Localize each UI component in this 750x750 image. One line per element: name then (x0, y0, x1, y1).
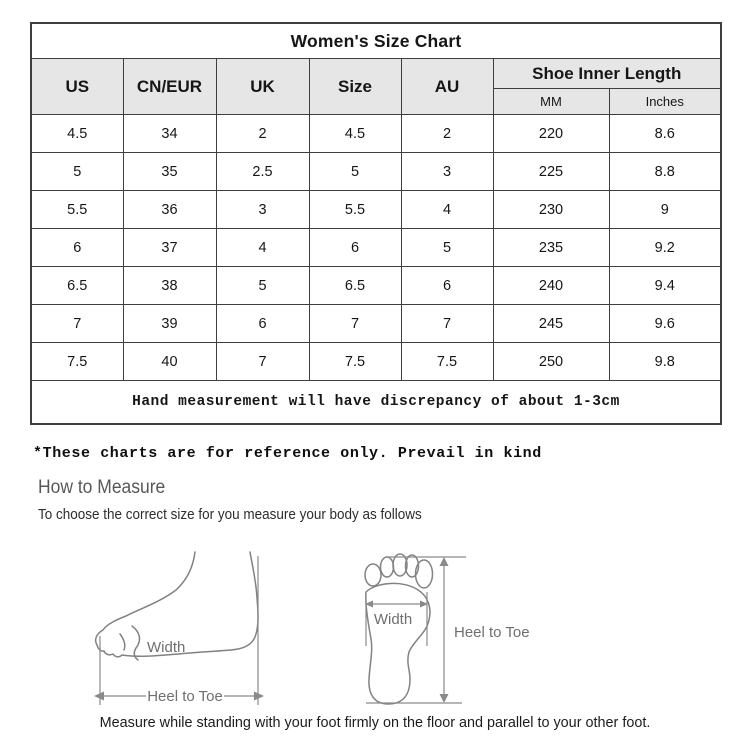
table-row (31, 191, 721, 229)
size-cell: 6.5 (31, 267, 123, 305)
how-to-measure-subtext: To choose the correct size for you measure your body as follows (38, 507, 422, 523)
size-cell: 6 (216, 305, 309, 343)
size-cell: 225 (493, 153, 609, 191)
size-cell: 7.5 (31, 343, 123, 381)
col-header-mm: MM (493, 89, 609, 115)
foot-side-view-diagram (90, 548, 280, 710)
table-row (31, 343, 721, 381)
how-to-measure-heading: How to Measure (38, 477, 166, 498)
size-cell: 6 (401, 267, 493, 305)
size-chart-table (30, 22, 722, 425)
footprint-top-view-diagram (356, 546, 536, 712)
top-view-width-label: Width (373, 611, 413, 628)
table-footnote-row (31, 381, 721, 425)
size-cell: 5 (309, 153, 401, 191)
measurement-discrepancy-note: Hand measurement will have discrepancy of about 1-3cm (31, 381, 721, 425)
size-cell: 235 (493, 229, 609, 267)
size-cell: 9.4 (609, 267, 721, 305)
size-rows (31, 115, 721, 381)
table-row (31, 305, 721, 343)
size-cell: 2.5 (216, 153, 309, 191)
size-cell: 3 (216, 191, 309, 229)
size-cell: 9.8 (609, 343, 721, 381)
size-cell: 2 (216, 115, 309, 153)
size-chart-title: Women's Size Chart (31, 23, 721, 59)
top-view-heel-to-toe-label: Heel to Toe (454, 624, 530, 641)
col-header-au: AU (401, 59, 493, 115)
size-cell: 5 (401, 229, 493, 267)
size-cell: 8.8 (609, 153, 721, 191)
col-header-uk: UK (216, 59, 309, 115)
footprint-top-view-icon (356, 546, 536, 712)
table-header-row (31, 59, 721, 89)
table-row (31, 229, 721, 267)
foot-side-view-icon (90, 548, 280, 710)
col-header-inches: Inches (609, 89, 721, 115)
size-cell: 4.5 (31, 115, 123, 153)
size-cell: 6.5 (309, 267, 401, 305)
size-cell: 4 (216, 229, 309, 267)
size-cell: 5.5 (309, 191, 401, 229)
size-cell: 2 (401, 115, 493, 153)
col-header-shoe-inner-length: Shoe Inner Length (493, 59, 721, 89)
table-row (31, 115, 721, 153)
size-cell: 7 (31, 305, 123, 343)
size-cell: 8.6 (609, 115, 721, 153)
size-cell: 7 (216, 343, 309, 381)
size-cell: 36 (123, 191, 216, 229)
size-cell: 3 (401, 153, 493, 191)
size-cell: 245 (493, 305, 609, 343)
size-cell: 230 (493, 191, 609, 229)
size-cell: 220 (493, 115, 609, 153)
table-row (31, 267, 721, 305)
size-cell: 4 (401, 191, 493, 229)
size-cell: 39 (123, 305, 216, 343)
measure-instruction-caption: Measure while standing with your foot firmly on the floor and parallel to your other foot. (99, 714, 651, 731)
size-cell: 37 (123, 229, 216, 267)
size-cell: 34 (123, 115, 216, 153)
side-view-width-label: Width (147, 639, 186, 656)
size-cell: 7 (401, 305, 493, 343)
size-cell: 250 (493, 343, 609, 381)
size-cell: 9 (609, 191, 721, 229)
col-header-cn-eur: CN/EUR (123, 59, 216, 115)
size-cell: 5 (31, 153, 123, 191)
table-row (31, 153, 721, 191)
size-cell: 7 (309, 305, 401, 343)
size-cell: 6 (31, 229, 123, 267)
size-cell: 9.6 (609, 305, 721, 343)
size-cell: 38 (123, 267, 216, 305)
size-cell: 9.2 (609, 229, 721, 267)
col-header-us: US (31, 59, 123, 115)
side-view-heel-to-toe-label: Heel to Toe (147, 688, 223, 705)
size-cell: 7.5 (401, 343, 493, 381)
size-cell: 240 (493, 267, 609, 305)
size-cell: 5.5 (31, 191, 123, 229)
size-cell: 40 (123, 343, 216, 381)
col-header-size: Size (309, 59, 401, 115)
size-cell: 7.5 (309, 343, 401, 381)
size-cell: 4.5 (309, 115, 401, 153)
table-title-row (31, 23, 721, 59)
size-cell: 5 (216, 267, 309, 305)
reference-only-note: *These charts are for reference only. Prevail in kind (33, 445, 542, 462)
size-cell: 6 (309, 229, 401, 267)
size-cell: 35 (123, 153, 216, 191)
